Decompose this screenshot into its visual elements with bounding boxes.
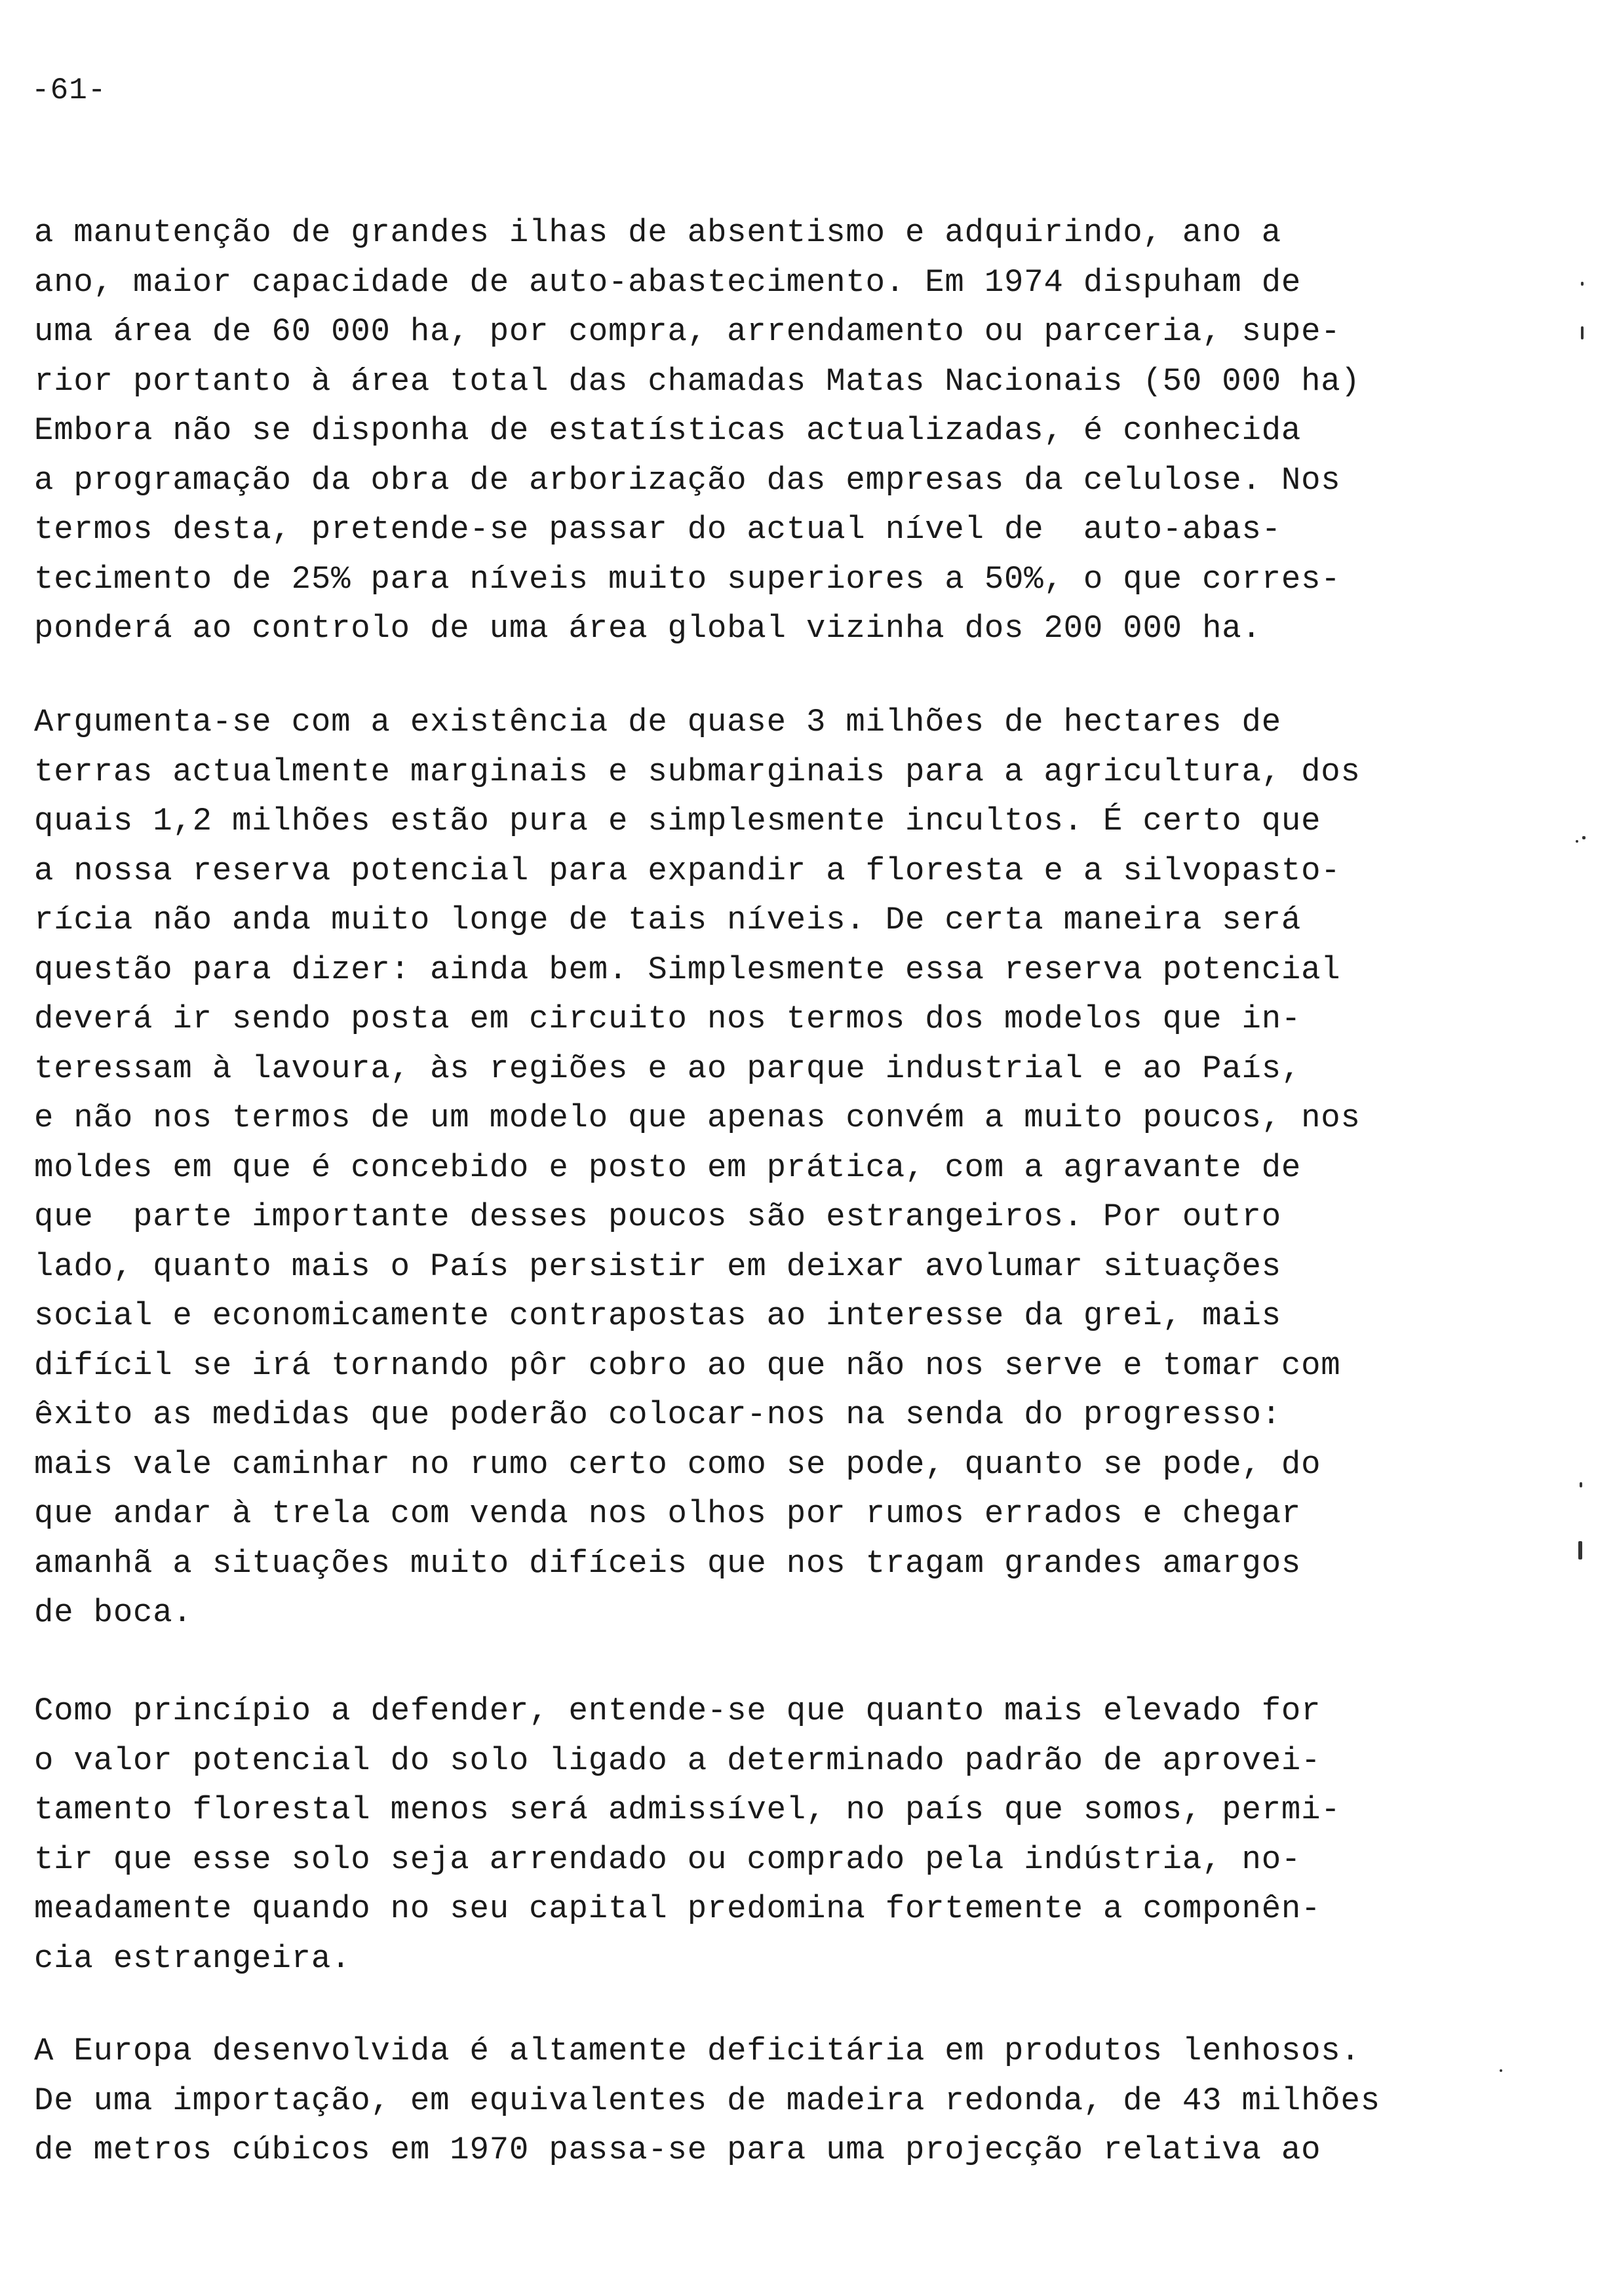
text-line: teressam à lavoura, às regiões e ao parque industrial e ao País, (34, 1050, 1302, 1087)
text-line: tamento florestal menos será admissível, no país que somos, permi- (34, 1791, 1341, 1828)
text-line: de boca. (34, 1594, 193, 1631)
text-line: cia estrangeira. (34, 1940, 351, 1977)
text-line: rícia não anda muito longe de tais níveis. De certa maneira será (34, 902, 1302, 938)
scan-speck (1500, 2069, 1502, 2072)
text-line: de metros cúbicos em 1970 passa-se para uma projecção relativa ao (34, 2132, 1321, 2168)
text-line: lado, quanto mais o País persistir em deixar avolumar situações (34, 1248, 1281, 1285)
paragraph-3 (34, 1687, 1341, 1983)
text-line: A Europa desenvolvida é altamente deficitária em produtos lenhosos. (34, 2033, 1361, 2069)
text-line: ano, maior capacidade de auto-abastecimento. Em 1974 dispuham de (34, 263, 1302, 301)
paragraph-4 (34, 2027, 1380, 2175)
text-line: termos desta, pretende-se passar do actual nível de auto-abas- (34, 511, 1281, 548)
text-line: rior portanto à área total das chamadas Matas Nacionais (50 000 ha) (34, 362, 1361, 400)
text-line: quais 1,2 milhões estão pura e simplesmente incultos. É certo que (34, 803, 1321, 839)
scan-speck (1580, 1482, 1582, 1487)
text-line: De uma importação, em equivalentes de madeira redonda, de 43 milhões (34, 2082, 1380, 2119)
text-line: êxito as medidas que poderão colocar-nos na senda do progresso: (34, 1396, 1281, 1433)
text-line: mais vale caminhar no rumo certo como se pode, quanto se pode, do (34, 1445, 1321, 1483)
text-line: Embora não se disponha de estatísticas actualizadas, é conhecida (34, 412, 1302, 449)
paragraph-1 (34, 208, 1361, 654)
scan-speck (1582, 836, 1586, 839)
text-line: que andar à trela com venda nos olhos por rumos errados e chegar (34, 1495, 1302, 1532)
page-number: -61- (31, 73, 107, 107)
text-line: moldes em que é concebido e posto em prática, com a agravante de (34, 1149, 1302, 1186)
scan-speck (1581, 326, 1584, 339)
scan-speck (1576, 840, 1578, 843)
text-line: tir que esse solo seja arrendado ou comprado pela indústria, no- (34, 1841, 1302, 1878)
scan-speck (1581, 282, 1584, 286)
text-line: ponderá ao controlo de uma área global vizinha dos 200 000 ha. (34, 610, 1262, 647)
text-line: que parte importante desses poucos são estrangeiros. Por outro (34, 1198, 1281, 1235)
text-line: a programação da obra de arborização das empresas da celulose. Nos (34, 461, 1341, 499)
text-line: tecimento de 25% para níveis muito superiores a 50%, o que corres- (34, 560, 1341, 598)
text-line: meadamente quando no seu capital predomina fortemente a componên- (34, 1890, 1321, 1927)
text-line: e não nos termos de um modelo que apenas convém a muito poucos, nos (34, 1100, 1361, 1136)
text-line: Argumenta-se com a existência de quase 3 milhões de hectares de (34, 704, 1281, 740)
text-line: amanhã a situações muito difíceis que nos tragam grandes amargos (34, 1544, 1302, 1582)
text-line: questão para dizer: ainda bem. Simplesmente essa reserva potencial (34, 951, 1341, 988)
text-line: a nossa reserva potencial para expandir a floresta e a silvopasto- (34, 852, 1341, 889)
text-line: o valor potencial do solo ligado a determinado padrão de aprovei- (34, 1742, 1321, 1779)
text-line: Como princípio a defender, entende-se que quanto mais elevado for (34, 1693, 1321, 1729)
text-line: uma área de 60 000 ha, por compra, arrendamento ou parceria, supe- (34, 313, 1341, 350)
text-line: terras actualmente marginais e submarginais para a agricultura, dos (34, 753, 1361, 790)
text-line: difícil se irá tornando pôr cobro ao que não nos serve e tomar com (34, 1347, 1341, 1384)
paragraph-2 (34, 698, 1361, 1638)
text-line: deverá ir sendo posta em circuito nos termos dos modelos que in- (34, 1001, 1302, 1037)
text-line: a manutenção de grandes ilhas de absentismo e adquirindo, ano a (34, 214, 1281, 251)
text-line: social e economicamente contrapostas ao interesse da grei, mais (34, 1297, 1281, 1334)
scan-speck (1578, 1541, 1582, 1559)
